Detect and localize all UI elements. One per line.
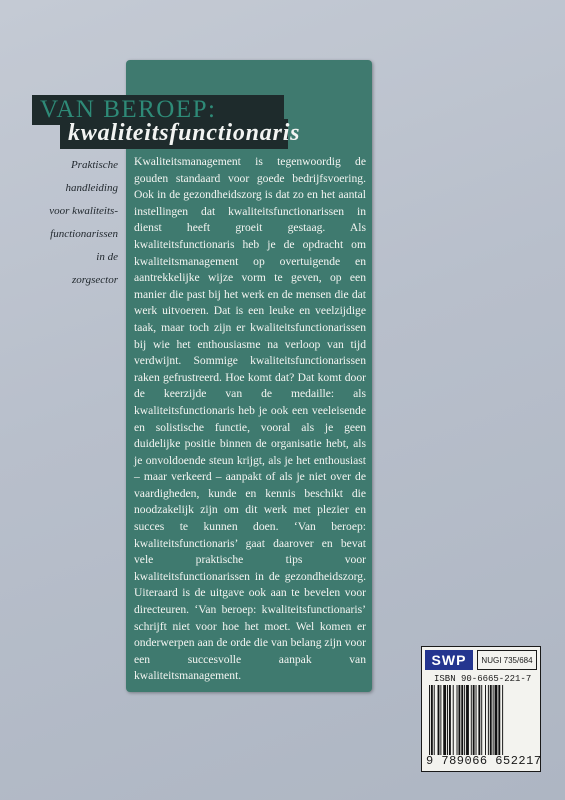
- barcode-bar: [447, 685, 448, 755]
- isbn-number: ISBN 90-6665-221-7: [434, 674, 532, 684]
- subtitle-line: functionarissen: [50, 228, 118, 240]
- subtitle-line: voor kwaliteits-: [49, 205, 118, 217]
- barcode-bar: [473, 685, 475, 755]
- barcode-bar: [481, 685, 482, 755]
- barcode-bar: [457, 685, 458, 755]
- barcode-bar: [461, 685, 463, 755]
- barcode-bar: [431, 685, 433, 755]
- barcode-bar: [438, 685, 440, 755]
- subtitle: [48, 154, 118, 292]
- barcode-bar: [443, 685, 446, 755]
- barcode-bar: [458, 685, 460, 755]
- barcode-bar: [478, 685, 480, 755]
- barcode-bar: [453, 685, 454, 755]
- barcode-bar: [498, 685, 500, 755]
- subtitle-line: in de: [96, 251, 118, 263]
- barcode-bar: [429, 685, 430, 755]
- barcode-icon: [427, 685, 535, 755]
- barcode-bar: [488, 685, 489, 755]
- barcode-bar: [495, 685, 498, 755]
- publisher-logo: SWP: [425, 650, 473, 670]
- barcode-bar: [440, 685, 441, 755]
- title-line-2: kwaliteitsfunctionaris: [68, 120, 301, 146]
- barcode-bar: [502, 685, 503, 755]
- barcode-bar: [476, 685, 477, 755]
- subtitle-line: Praktische: [70, 159, 118, 171]
- barcode-bar: [434, 685, 435, 755]
- title-line-1: VAN BEROEP:: [40, 96, 217, 123]
- ean-number: 9 789066 652217: [426, 754, 542, 768]
- barcode-bar: [449, 685, 451, 755]
- barcode-bar: [485, 685, 486, 755]
- barcode-bar: [471, 685, 472, 755]
- subtitle-line: handleiding: [65, 182, 118, 194]
- nugi-code: NUGI 735/684: [477, 650, 537, 670]
- subtitle-line: zorgsector: [71, 274, 118, 286]
- barcode-bar: [490, 685, 492, 755]
- barcode-bar: [464, 685, 465, 755]
- blurb-text: Kwaliteitsmanagement is tegenwoordig de gouden standaard voor goede bedrijfsvoering. Ook in de gezondheidszorg is dat zo en het aantal instellingen dat kwaliteitsfunctionarissen in dienst heeft groeit gestaag. Als kwaliteitsfunctionaris heb je de opdracht om kwaliteitsmanagement op overtuigende en aantrekkelijke wijze vorm te geven, op een manier die past bij het werk en de mensen die dat werk uitvoeren. Dat is een leuke en veelzijdige taak, maar toch zijn er kwaliteitsfunctionarissen bij wie het enthousiasme na verloop van tijd verdwijnt. Sommige kwaliteitsfunctionarissen raken gefrustreerd. Hoe komt dat? Dat komt door de keerzijde van de medaille: als kwaliteitsfunctionaris heb je ook een veeleisende en solistische functie, vooral als je geen duidelijke positie binnen de organisatie hebt, als je onvoldoende steun krijgt, als je het enthousiast – maar verkeerd – aanpakt of als je niet over de vaardigheden, kunde en kennis beschikt die noodzakelijk zijn om dit werk met plezier en succes te kunnen doen. ‘Van beroep: kwaliteitsfunctionaris’ gaat daarover en bevat vele praktische tips voor kwaliteitsfunctionarissen in de gezondheidszorg. Uiteraard is de uitgave ook aan te bevelen voor directeuren. ‘Van beroep: kwaliteitsfunctionaris’ schrijft niet voor hoe het moet. Wel komen er onderwerpen aan de orde die van belang zijn voor een succesvolle aanpak van kwaliteitsmanagement.: [134, 155, 366, 683]
- barcode-bar: [466, 685, 469, 755]
- barcode-bar: [493, 685, 494, 755]
